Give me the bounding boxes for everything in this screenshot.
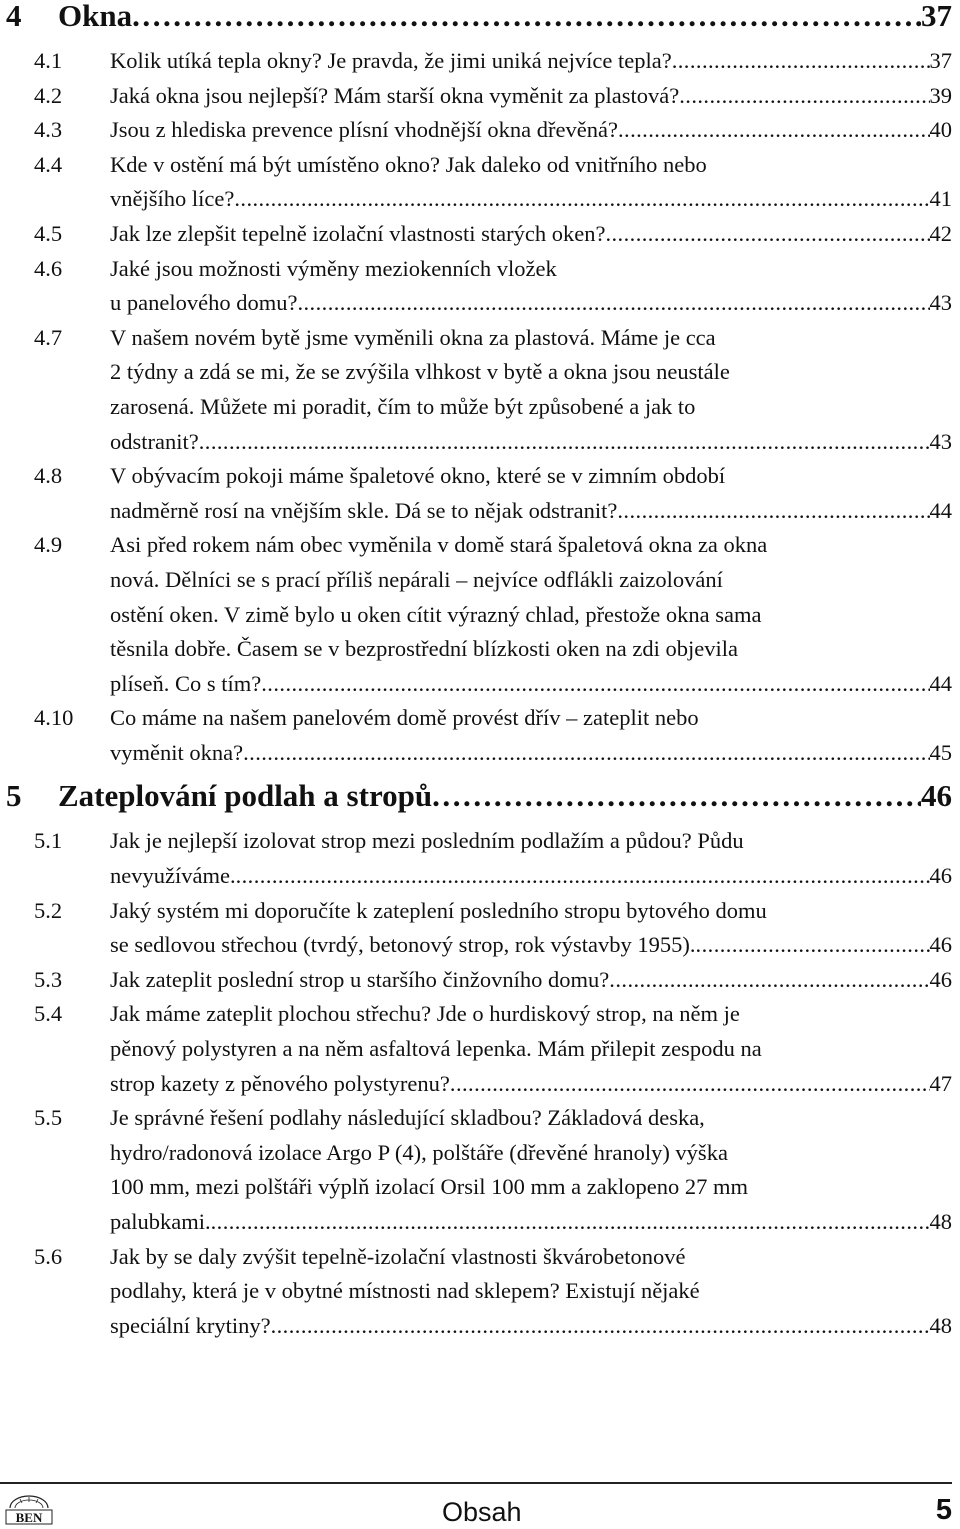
entry-last-line xyxy=(110,667,952,702)
page-footer xyxy=(0,1482,960,1529)
entry-text-line: odstranit? xyxy=(110,428,199,454)
entry-last-line xyxy=(110,1309,952,1344)
entry-text xyxy=(110,824,952,893)
entry-text-line: Jaký systém mi doporučíte k zateplení posledního stropu bytového domu xyxy=(110,897,767,923)
entry-text-line: 2 týdny a zdá se mi, že se zvýšila vlhkost v bytě a okna jsou neustále xyxy=(110,359,730,385)
entry-text xyxy=(110,148,952,217)
entry-text-line: vyměnit okna? xyxy=(110,739,244,765)
entry-text-line: Je správné řešení podlahy následující skladbou? Základová deska, xyxy=(110,1105,705,1131)
entry-last-line xyxy=(110,928,952,963)
toc-entry xyxy=(0,321,960,459)
entry-text xyxy=(110,701,952,770)
entry-text xyxy=(110,1240,952,1344)
dot-leader xyxy=(243,736,929,771)
toc-entry xyxy=(0,44,960,79)
entry-text-line: podlahy, která je v obytné místnosti nad sklepem? Existují nějaké xyxy=(110,1278,700,1304)
entry-page-number: 46 xyxy=(929,932,952,958)
entry-page-number: 43 xyxy=(929,290,952,316)
toc-entry xyxy=(0,997,960,1101)
entry-last-line xyxy=(110,44,952,79)
entry-page-number: 42 xyxy=(929,220,952,246)
entry-text xyxy=(110,963,952,998)
entry-text xyxy=(110,894,952,963)
entry-text-line: V našem novém bytě jsme vyměnili okna za plastová. Máme je cca xyxy=(110,324,716,350)
entry-last-line xyxy=(110,79,952,114)
entry-last-line xyxy=(110,494,952,529)
entry-text xyxy=(110,217,952,252)
chapter-title: Zateplování podlah a stropů xyxy=(58,778,433,814)
entry-text xyxy=(110,321,952,459)
entry-text-line: Jak lze zlepšit tepelně izolační vlastnosti starých oken? xyxy=(110,220,606,246)
entry-last-line xyxy=(110,182,952,217)
entry-number: 5.1 xyxy=(34,828,63,854)
entry-text xyxy=(110,79,952,114)
entry-page-number: 48 xyxy=(929,1209,952,1234)
chapter-heading xyxy=(0,780,960,824)
entry-text-line: Jaké jsou možnosti výměny meziokenních vložek xyxy=(110,255,557,281)
entry-page-number: 45 xyxy=(929,739,952,765)
entry-text xyxy=(110,252,952,321)
entry-number: 5.2 xyxy=(34,897,63,923)
entry-last-line xyxy=(110,1205,952,1240)
entry-last-line xyxy=(110,113,952,148)
entry-text-line: těsnila dobře. Časem se v bezprostřední blízkosti oken na zdi objevila xyxy=(110,636,738,662)
entry-last-line xyxy=(110,736,952,771)
toc-entry xyxy=(0,894,960,963)
entry-number: 4.4 xyxy=(34,151,63,177)
chapter-page-number: 46 xyxy=(921,778,952,814)
chapter-title: Okna xyxy=(58,0,133,33)
toc-entry xyxy=(0,1101,960,1239)
entry-page-number: 46 xyxy=(929,863,952,889)
dot-leader xyxy=(261,667,929,702)
entry-text-line: nová. Dělníci se s prací příliš nepárali – nejvíce odflákli zaizolování xyxy=(110,566,723,592)
entry-text-line: ostění oken. V zimě bylo u oken cítit výrazný chlad, přestože okna sama xyxy=(110,601,762,627)
entry-page-number: 37 xyxy=(929,48,952,73)
entry-text-line: V obývacím pokoji máme špaletové okno, které se v zimním období xyxy=(110,463,726,489)
entry-text-line: Kde v ostění má být umístěno okno? Jak daleko od vnitřního nebo xyxy=(110,151,707,177)
entry-text xyxy=(110,528,952,701)
toc-entry xyxy=(0,252,960,321)
dot-leader xyxy=(234,182,929,217)
dot-leader xyxy=(609,963,929,998)
entry-page-number: 43 xyxy=(929,428,952,454)
entry-last-line xyxy=(110,963,952,998)
entry-page-number: 40 xyxy=(929,117,952,143)
entry-text-line: plíseň. Co s tím? xyxy=(110,670,262,696)
toc-entry xyxy=(0,824,960,893)
entry-page-number: 39 xyxy=(929,82,952,108)
toc-entry xyxy=(0,1240,960,1344)
entry-text-line: Co máme na našem panelovém domě provést dřív – zateplit nebo xyxy=(110,705,699,731)
entry-last-line xyxy=(110,286,952,321)
entry-text xyxy=(110,44,952,79)
entry-text-line: Jak by se daly zvýšit tepelně-izolační vlastnosti škvárobetonové xyxy=(110,1243,686,1269)
entry-text-line: nevyužíváme. xyxy=(110,863,236,889)
entry-text-line: strop kazety z pěnového polystyrenu? xyxy=(110,1070,450,1096)
entry-text-line: pěnový polystyren a na něm asfaltová lepenka. Mám přilepit zespodu na xyxy=(110,1036,762,1062)
toc-entry xyxy=(0,528,960,701)
dot-leader xyxy=(297,286,929,321)
entry-text xyxy=(110,1101,952,1239)
toc-chapter-section xyxy=(0,780,960,1343)
toc-entry xyxy=(0,459,960,528)
dot-leader xyxy=(199,425,930,460)
footer-section-label: Obsah xyxy=(442,1497,522,1527)
entry-text-line: zarosená. Můžete mi poradit, čím to může být způsobené a jak to xyxy=(110,393,696,419)
chapter-number: 5 xyxy=(6,778,22,814)
entry-last-line xyxy=(110,1067,952,1102)
publisher-logo xyxy=(4,1494,54,1526)
entry-page-number: 46 xyxy=(929,966,952,992)
entry-text-line: Jak je nejlepší izolovat strop mezi posledním podlažím a půdou? Půdu xyxy=(110,828,744,854)
entry-page-number: 47 xyxy=(929,1070,952,1096)
entry-text-line: Jak zateplit poslední strop u staršího činžovního domu? xyxy=(110,966,610,992)
toc-entry xyxy=(0,963,960,998)
entry-number: 4.1 xyxy=(34,48,63,73)
entry-text xyxy=(110,459,952,528)
toc-entry xyxy=(0,148,960,217)
entry-last-line xyxy=(110,859,952,894)
entry-last-line xyxy=(110,425,952,460)
entry-text-line: se sedlovou střechou (tvrdý, betonový strop, rok výstavby 1955). xyxy=(110,932,696,958)
dot-leader xyxy=(672,44,930,79)
dot-leader xyxy=(679,79,929,114)
entry-page-number: 44 xyxy=(929,497,952,523)
chapter-number: 4 xyxy=(6,0,22,33)
entry-last-line xyxy=(110,217,952,252)
entry-number: 4.3 xyxy=(34,117,63,143)
dot-leader xyxy=(271,1309,930,1344)
entry-number: 4.5 xyxy=(34,220,63,246)
dot-leader xyxy=(211,1205,930,1240)
entry-page-number: 48 xyxy=(929,1312,952,1338)
entry-text-line: Asi před rokem nám obec vyměnila v domě stará špaletová okna za okna xyxy=(110,532,768,558)
dot-leader xyxy=(236,859,930,894)
entry-text-line: Jak máme zateplit plochou střechu? Jde o hurdiskový strop, na něm je xyxy=(110,1001,740,1027)
entry-text-line: Jsou z hlediska prevence plísní vhodnější okna dřevěná? xyxy=(110,117,618,143)
dot-leader xyxy=(132,0,921,31)
dot-leader xyxy=(617,494,929,529)
footer-rule xyxy=(0,1482,952,1484)
toc-entry xyxy=(0,113,960,148)
chapter-heading xyxy=(0,0,960,44)
entry-text-line: u panelového domu? xyxy=(110,290,298,316)
dot-leader xyxy=(432,780,921,811)
entry-text-line: vnějšího líce? xyxy=(110,186,235,212)
entry-page-number: 44 xyxy=(929,670,952,696)
entry-number: 4.10 xyxy=(34,705,74,731)
entry-text-line: nadměrně rosí na vnějším skle. Dá se to nějak odstranit? xyxy=(110,497,618,523)
entry-number: 4.6 xyxy=(34,255,63,281)
entry-text-line: 100 mm, mezi polštáři výplň izolací Orsil 100 mm a zaklopeno 27 mm xyxy=(110,1174,749,1200)
svg-text:BEN: BEN xyxy=(15,1510,43,1525)
entry-text-line: Kolik utíká tepla okny? Je pravda, že jimi uniká nejvíce tepla? xyxy=(110,48,672,73)
entry-number: 5.4 xyxy=(34,1001,63,1027)
entry-text-line: hydro/radonová izolace Argo P (4), polštáře (dřevěné hranoly) výška xyxy=(110,1139,728,1165)
toc-entry xyxy=(0,217,960,252)
entry-text-line: Jaká okna jsou nejlepší? Mám starší okna vyměnit za plastová? xyxy=(110,82,680,108)
entry-number: 5.5 xyxy=(34,1105,63,1131)
toc-entry xyxy=(0,79,960,114)
entry-text xyxy=(110,997,952,1101)
chapter-title-row xyxy=(58,0,952,31)
entry-page-number: 41 xyxy=(929,186,952,212)
dot-leader xyxy=(605,217,929,252)
entry-number: 5.3 xyxy=(34,966,63,992)
entry-text-line: palubkami. xyxy=(110,1209,211,1234)
chapter-page-number: 37 xyxy=(921,0,952,33)
footer-page-number: 5 xyxy=(935,1494,952,1526)
entry-number: 4.7 xyxy=(34,324,63,350)
entry-number: 4.2 xyxy=(34,82,63,108)
entry-number: 4.8 xyxy=(34,463,63,489)
chapter-title-row xyxy=(58,778,952,814)
entry-number: 5.6 xyxy=(34,1243,63,1269)
entry-number: 4.9 xyxy=(34,532,63,558)
dot-leader xyxy=(696,928,930,963)
toc-entry xyxy=(0,701,960,770)
dot-leader xyxy=(618,113,930,148)
entry-text xyxy=(110,113,952,148)
dot-leader xyxy=(450,1067,930,1102)
entry-text-line: speciální krytiny? xyxy=(110,1312,271,1338)
